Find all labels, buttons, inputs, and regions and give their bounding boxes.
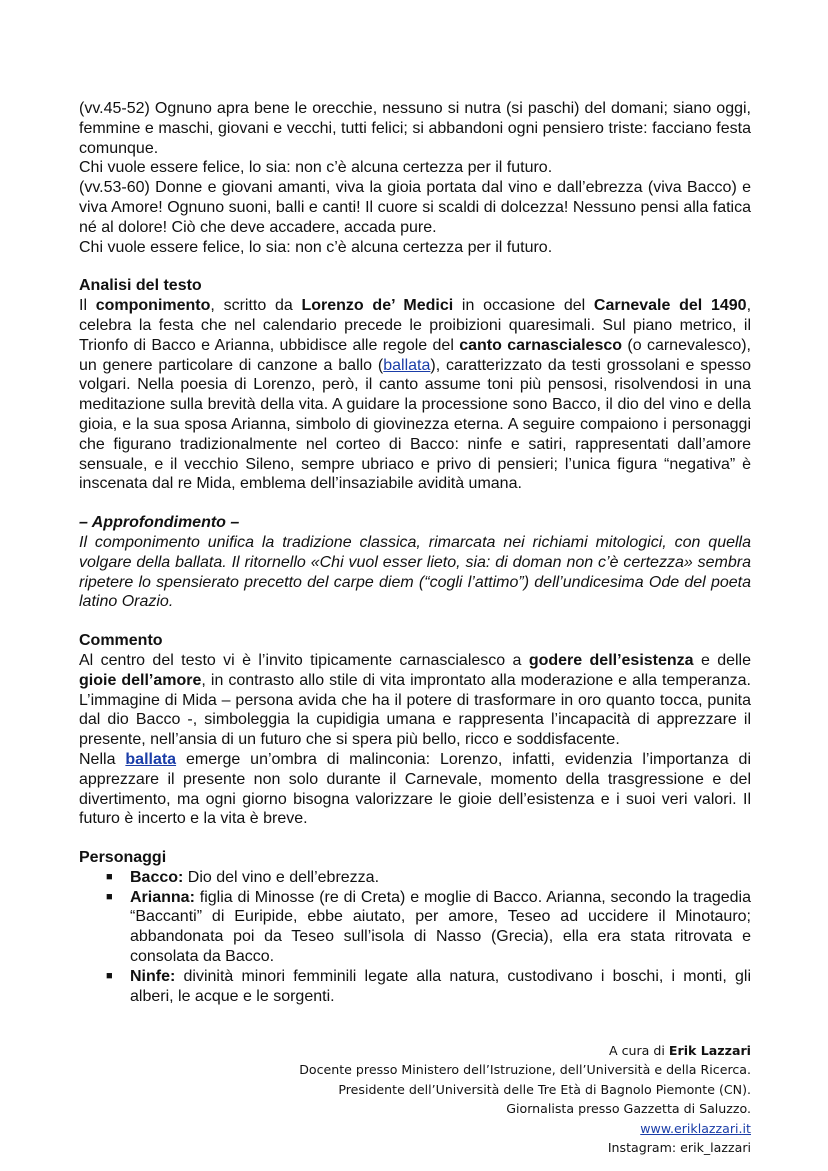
summary-paragraph-1: (vv.45-52) Ognuno apra bene le orecchie, nessuno si nutra (si paschi) del domani; siano oggi, femmine e maschi, giovani e vecchi, tutti felici; si abbandoni ogni pensiero triste: facciano festa comunque.	[79, 100, 751, 157]
keyword-gioie: gioie dell’amore	[79, 671, 202, 689]
list-item: ■ Ninfe: divinità minori femminili legate alla natura, custodivano i boschi, i monti, gli alberi, le acque e le sorgenti.	[106, 967, 751, 1005]
credits-line-1: Docente presso Ministero dell’Istruzione, dell’Università e della Ricerca.	[299, 1062, 751, 1078]
list-item: ■ Arianna: figlia di Minosse (re di Creta) e moglie di Bacco. Arianna, secondo la tragedia “Baccanti” di Euripide, ebbe aiutato, per amore, Teseo ad uccidere il Minotauro; abbandonata poi da Teseo sull’isola di Nasso (Grecia), ella era stata ritrovata e consolata da Bacco.	[106, 888, 751, 966]
credits-line-2: Presidente dell’Università delle Tre Età di Bagnolo Piemonte (CN).	[338, 1081, 751, 1097]
ballata-link-2[interactable]: ballata	[125, 750, 177, 768]
credits-author-line: A cura di Erik Lazzari	[608, 1043, 751, 1058]
approfondimento-paragraph: Il componimento unifica la tradizione classica, rimarcata nei richiami mitologici, con quella volgare della ballata. Il ritornello «Chi vuol esser lieto, sia: di doman non c’è certezza» sembra ripetere lo spensierato precetto del carpe diem (“cogli l’attimo”) dell’undicesima Ode del poeta latino Orazio.	[79, 533, 751, 611]
document-body	[79, 99, 751, 1006]
refrain-line-2: Chi vuole essere felice, lo sia: non c’è alcuna certezza per il futuro.	[79, 238, 553, 256]
website-link[interactable]: www.eriklazzari.it	[640, 1120, 751, 1136]
list-item: ■ Bacco: Dio del vino e dell’ebrezza.	[106, 868, 380, 886]
analisi-paragraph: Il componimento, scritto da Lorenzo de’ Medici in occasione del Carnevale del 1490, celebra la festa che nel calendario precede le proibizioni quaresimali. Sul piano metrico, il Trionfo di Bacco e Arianna, ubbidisce alle regole del canto carnascialesco (o carnevalesco), un genere particolare di canzone a ballo (ballata), caratterizzato da testi grossolani e spesso volgari. Nella poesia di Lorenzo, però, il canto assume toni più pensosi, risolvendosi in una meditazione sulla brevità della vita. A guidare la processione sono Bacco, il dio del vino e della gioia, e la sua sposa Arianna, simbolo di giovinezza eterna. A seguire compaiono i personaggi che figurano tradizionalmente nel corteo di Bacco: ninfe e satiri, rappresentati dall’amore sensuale, e il vecchio Sileno, sempre ubriaco e privo di pensieri; l’unica figura “negativa” è inscenata dal re Mida, emblema dell’insaziabile avidità umana.	[79, 297, 752, 493]
keyword-lorenzo: Lorenzo de’ Medici	[301, 297, 454, 315]
personaggi-list	[79, 868, 751, 1007]
ballata-link[interactable]: ballata	[383, 356, 431, 374]
square-bullet-icon: ■	[106, 969, 113, 982]
keyword-carnevale: Carnevale del 1490	[593, 297, 747, 315]
section-heading-analisi: Analisi del testo	[79, 277, 202, 295]
section-heading-commento: Commento	[79, 632, 163, 650]
section-heading-approfondimento: – Approfondimento –	[79, 514, 240, 532]
refrain-line-1: Chi vuole essere felice, lo sia: non c’è alcuna certezza per il futuro.	[79, 159, 553, 177]
section-heading-personaggi: Personaggi	[79, 849, 167, 867]
keyword-componimento: componimento	[95, 297, 211, 315]
square-bullet-icon: ■	[106, 870, 113, 883]
commento-paragraph-2: Nella ballata emerge un’ombra di malinconia: Lorenzo, infatti, evidenzia l’importanza di apprezzare il presente non solo durante il Carnevale, momento della trasgressione e del divertimento, ma ogni giorno bisogna valorizzare le gioie dell’esistenza e i suoi veri valori. Il futuro è incerto e la vita è breve.	[79, 750, 752, 828]
author-name: Erik Lazzari	[668, 1043, 751, 1058]
commento-paragraph-1: Al centro del testo vi è l’invito tipicamente carnascialesco a godere dell’esistenza e delle gioie dell’amore, in contrasto allo stile di vita improntato alla moderazione e alla temperanza. L’immagine di Mida – persona avida che ha il potere di trasformare in oro quanto tocca, punita dal dio Bacco -, simboleggia la cupidigia umana e rappresenta l’incapacità di apprezzare il presente, nell’ansia di un futuro che si spera più bello, ricco e soddisfacente.	[79, 651, 752, 749]
square-bullet-icon: ■	[106, 890, 113, 903]
keyword-canto-carnascialesco: canto carnascialesco	[459, 336, 623, 354]
author-credits	[299, 1041, 751, 1157]
summary-paragraph-2: (vv.53-60) Donne e giovani amanti, viva la gioia portata dal vino e dall’ebrezza (viva Bacco) e viva Amore! Ognuno suoni, balli e canti! Il cuore si scaldi di dolcezza! Nessuno pensi alla fatica né al dolore! Ciò che deve accadere, accada pure.	[79, 179, 751, 236]
keyword-godere: godere dell’esistenza	[528, 651, 694, 669]
credits-line-3: Giornalista presso Gazzetta di Saluzzo.	[506, 1101, 751, 1117]
instagram-handle: Instagram: erik_lazzari	[607, 1140, 751, 1156]
